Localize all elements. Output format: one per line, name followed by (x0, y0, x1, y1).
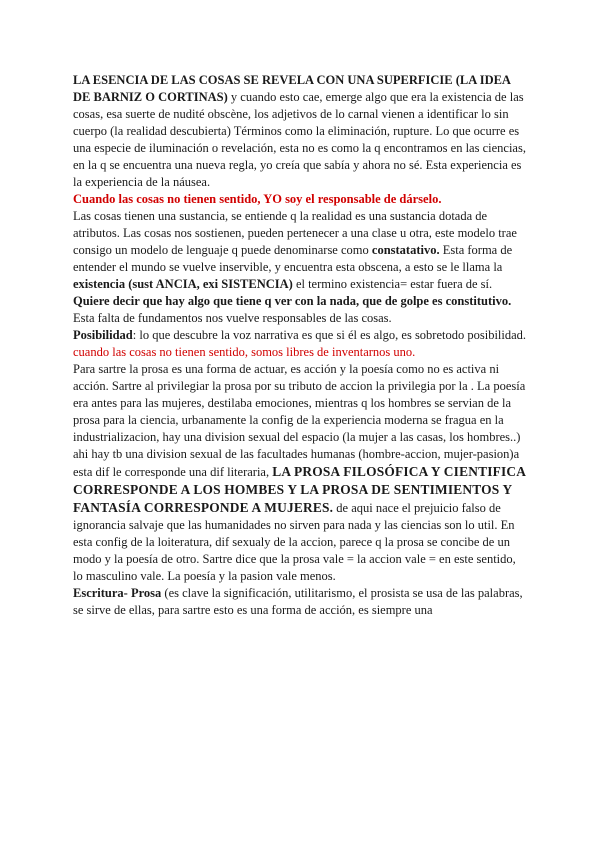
paragraph-possibility-text: : lo que descubre la voz narrativa es que si él es algo, es sobretodo posibilidad. (132, 328, 527, 342)
paragraph-prose-text-1: Para sartre la prosa es una forma de actuar, es acción y la poesía como no es activa ni acción. Sartre al privilegiar la prosa por su tributo de accion la privilegia por la . La poesía era antes para las mujeres, destilaba emociones, mientras q los hombres se servian de la prosa para la ciencia, urbanamente la config de la experiencia moderna se fragua en la industrializacion, hay una division sexual del espacio (la mujer a las casas, los hombres..) ahi hay tb una division sexual de las facultades humanas (hombre-accion, mujer-pasion)a esta dif le corresponde una dif literaria, (73, 362, 526, 479)
paragraph-essence (73, 72, 528, 191)
document-page (73, 72, 528, 619)
paragraph-writing-prose (73, 585, 528, 619)
paragraph-prose-poetry (73, 361, 528, 585)
heading-essence: LA ESENCIA DE LAS COSAS SE REVELA CON UNA SUPERFICIE (LA IDEA DE BARNIZ O CORTINAS) (73, 73, 511, 104)
term-posibilidad: Posibilidad (73, 328, 133, 342)
key-sentence-nada: Quiere decir que hay algo que tiene q ver con la nada, que de golpe es constitutivo. (73, 294, 512, 308)
paragraph-freedom: cuando las cosas no tienen sentido, somos libres de inventarnos uno. (73, 345, 416, 359)
term-escritura-prosa: Escritura- Prosa (73, 586, 162, 600)
paragraph-substance-text-2: Esta forma de entender el mundo se vuelve inservible, y encuentra esta obscena, a esto se le llama la (73, 243, 513, 274)
paragraph-possibility (73, 327, 528, 344)
paragraph-substance (73, 208, 528, 327)
paragraph-prose-text-2: de aqui nace el prejuicio falso de ignorancia salvaje que las humanidades no sirven para nada y las ciencias son lo util. En esta config de la loiteratura, dif sexualy de la accion, parece q la prosa se concibe de un modo y la poesía de otro. Sartre dice que la prosa vale = la accion vale = en este sentido, lo masculino vale. La poesía y la pasion vale menos. (73, 501, 516, 583)
paragraph-writing-text: (es clave la significación, utilitarismo, el prosista se usa de las palabras, se sirve de ellas, para sartre esto es una forma de acción, es siempre una (73, 586, 523, 617)
highlight-prose-gender: LA PROSA FILOSÓFICA Y CIENTIFICA CORRESPONDE A LOS HOMBES Y LA PROSA DE SENTIMIENTOS Y FANTASÍA CORRESPONDE A MUJERES. (73, 464, 526, 515)
term-existencia: existencia (sust ANCIA, exi SISTENCIA) (73, 277, 293, 291)
paragraph-essence-text: y cuando esto cae, emerge algo que era la existencia de las cosas, esa suerte de nudité obscène, los adjetivos de lo carnal vienen a identificar lo sin cuerpo (la realidad descubierta) Términos como la eliminación, rupture. Lo que ocurre es una especie de iluminación o revelación, esta no es como la q encontramos en las ciencias, en la q se encuentra una nueva regla, yo creía que sabía y ahora no sé. Esta experiencia es la experiencia de la náusea. (73, 90, 526, 189)
paragraph-substance-text-1: Las cosas tienen una sustancia, se entiende q la realidad es una sustancia dotada de atributos. Las cosas nos sostienen, pueden pertenecer a una clase u otra, este modelo trae consigo un modelo de lenguaje q puede denominarse como (73, 209, 517, 257)
heading-responsibility: Cuando las cosas no tienen sentido, YO soy el responsable de dárselo. (73, 192, 442, 206)
paragraph-substance-text-4: Esta falta de fundamentos nos vuelve responsables de las cosas. (73, 311, 392, 325)
paragraph-substance-text-3: el termino existencia= estar fuera de sí. (292, 277, 493, 291)
term-constatativo: constatativo. (371, 243, 440, 257)
